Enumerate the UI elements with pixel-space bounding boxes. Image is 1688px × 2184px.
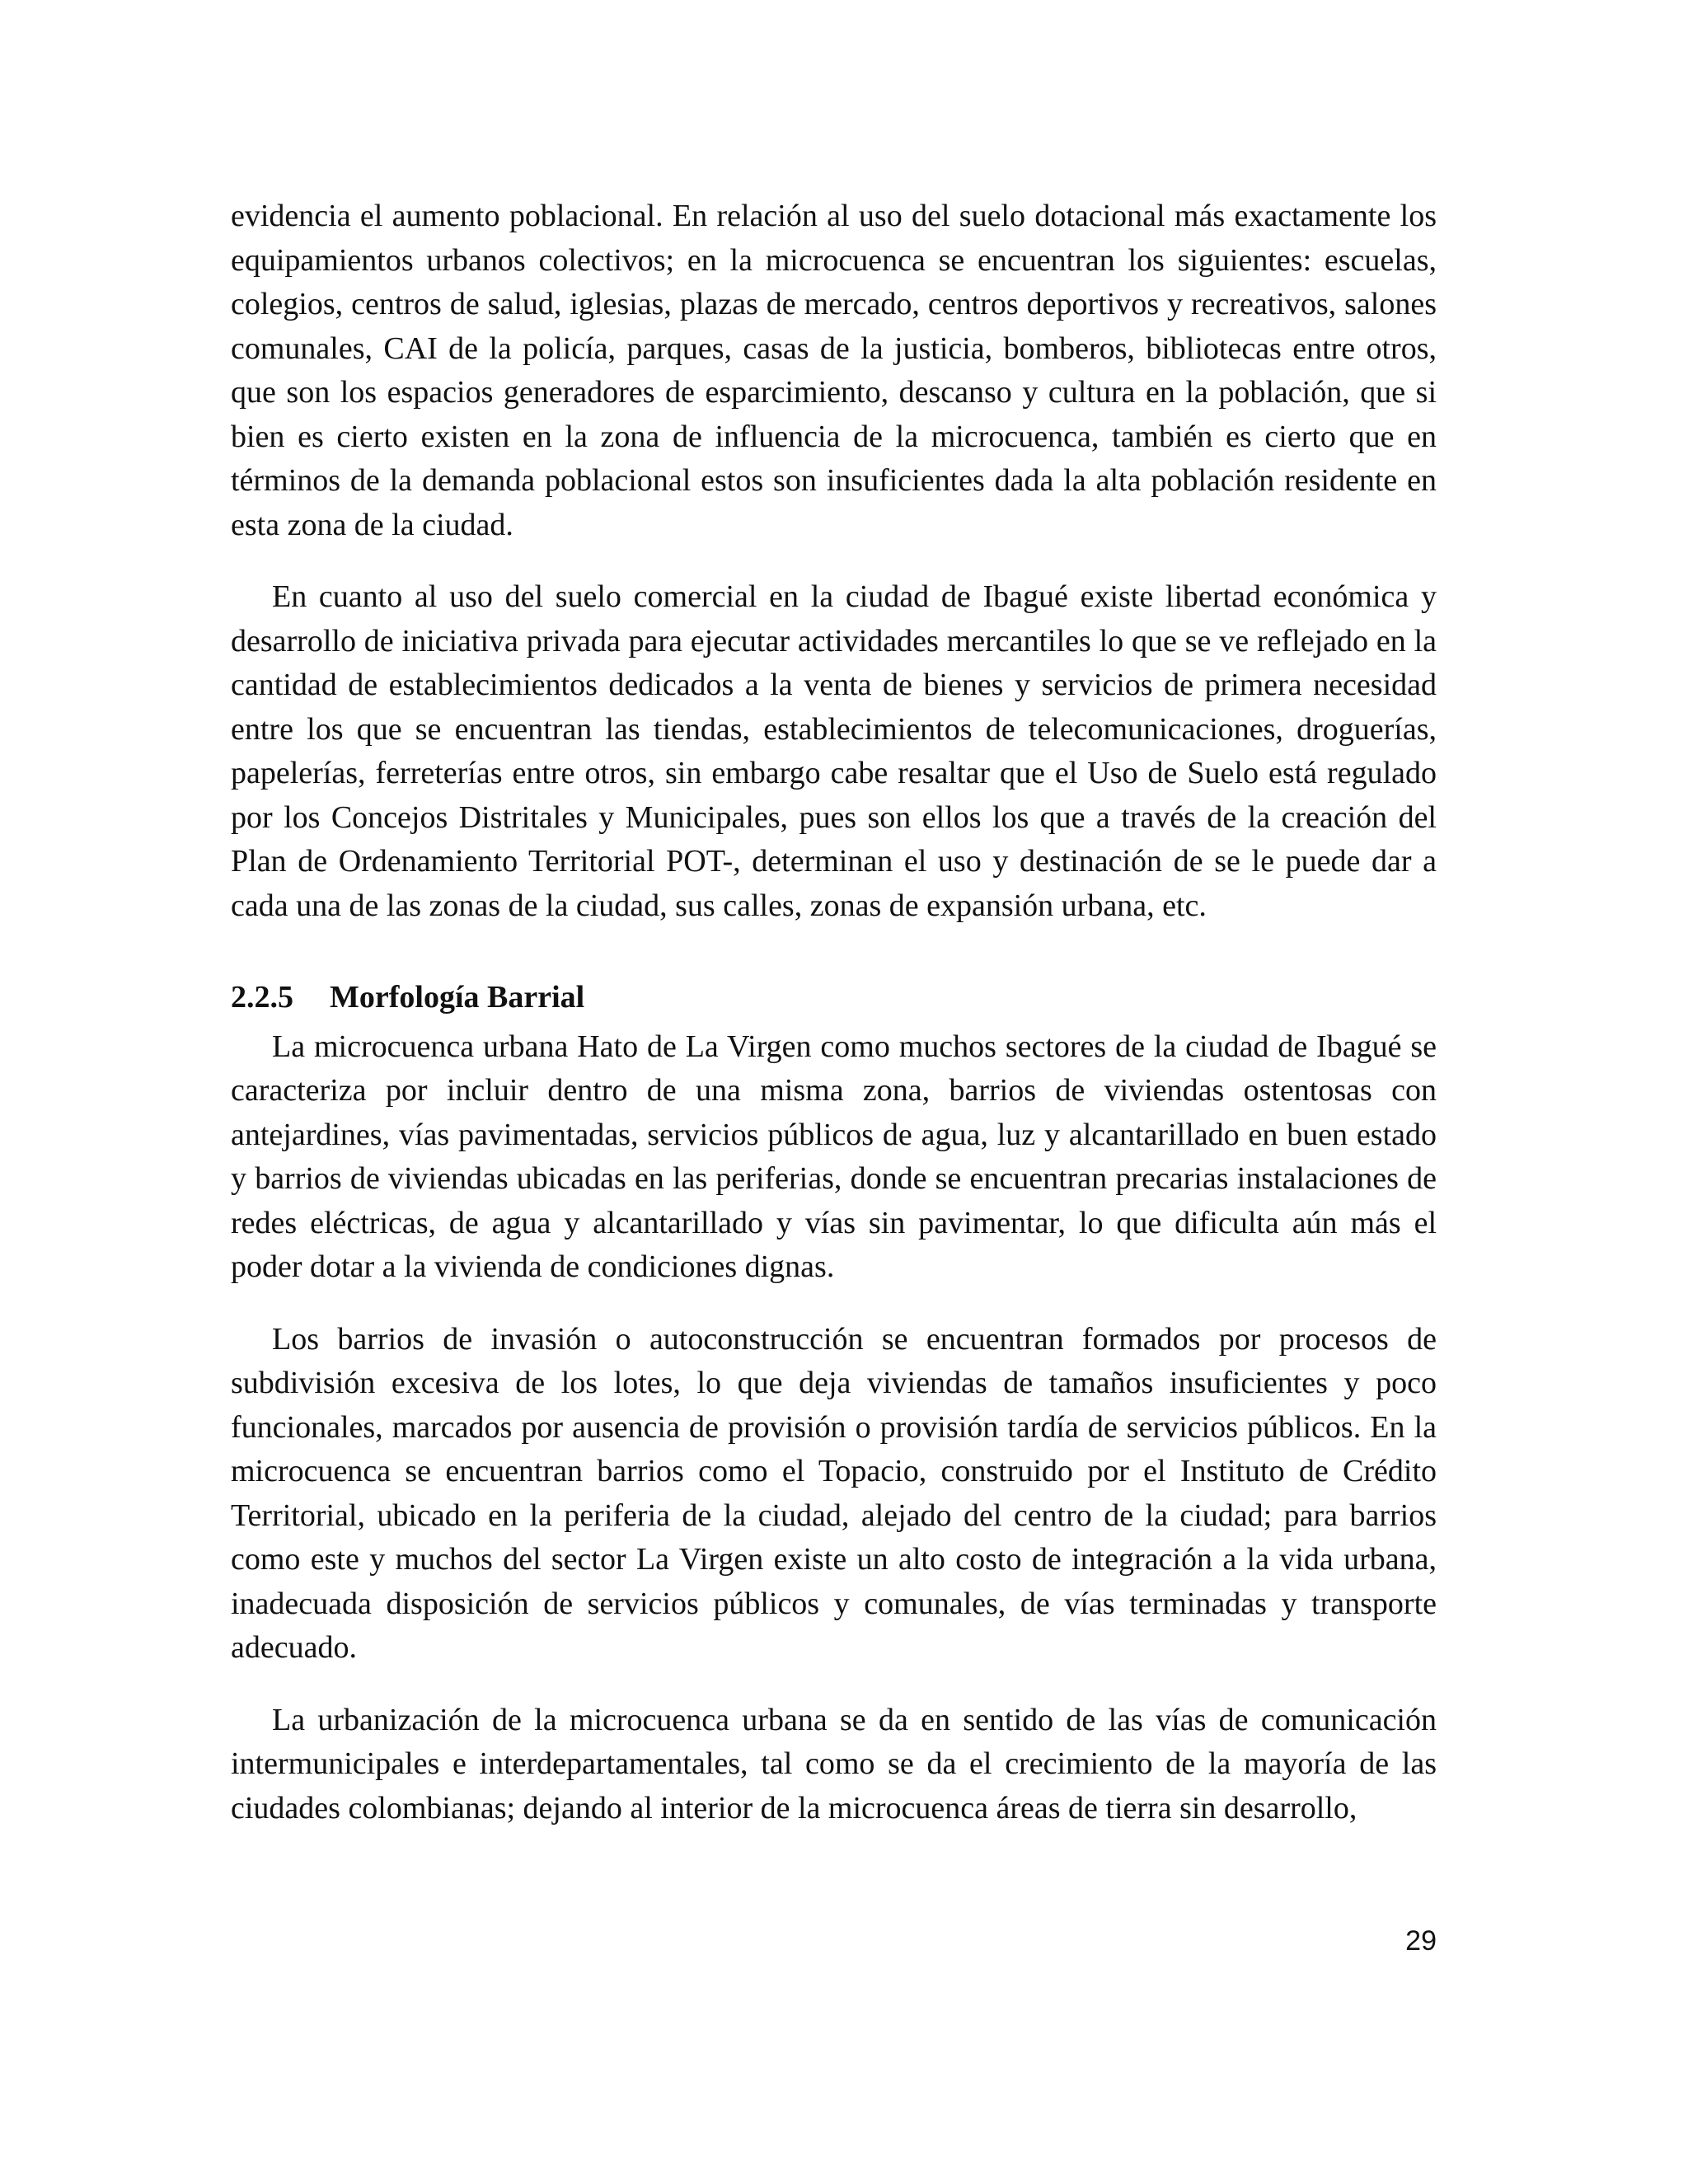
- section-heading: [231, 976, 1437, 1020]
- paragraph-urbanization: La urbanización de la microcuenca urbana se da en sentido de las vías de comunicación intermunicipales e interdepartamentales, tal como se da el crecimiento de la mayoría de las ciudades colombianas; dejando al interior de la microcuenca áreas de tierra sin desarrollo,: [231, 1702, 1437, 1825]
- paragraph-morphology-intro: La microcuenca urbana Hato de La Virgen como muchos sectores de la ciudad de Ibagué se caracteriza por incluir dentro de una misma zona, barrios de viviendas ostentosas con antejardines, vías pavimentadas, servicios públicos de agua, luz y alcantarillado en buen estado y barrios de viviendas ubicadas en las periferias, donde se encuentran precarias instalaciones de redes eléctricas, de agua y alcantarillado y vías sin pavimentar, lo que dificulta aún más el poder dotar a la vivienda de condiciones dignas.: [231, 1029, 1437, 1284]
- paragraph-commercial-land-use: En cuanto al uso del suelo comercial en la ciudad de Ibagué existe libertad económica y desarrollo de iniciativa privada para ejecutar actividades mercantiles lo que se ve reflejado en la cantidad de establecimientos dedicados a la venta de bienes y servicios de primera necesidad entre los que se encuentran las tiendas, establecimientos de telecomunicaciones, droguerías, papelerías, ferreterías entre otros, sin embargo cabe resaltar que el Uso de Suelo está regulado por los Concejos Distritales y Municipales, pues son ellos los que a través de la creación del Plan de Ordenamiento Territorial POT-, determinan el uso y destinación de se le puede dar a cada una de las zonas de la ciudad, sus calles, zonas de expansión urbana, etc.: [231, 579, 1437, 923]
- page-body: [231, 194, 1437, 1858]
- page-number: 29: [1405, 1925, 1437, 1957]
- section-title: Morfología Barrial: [330, 980, 585, 1015]
- paragraph-continuation: evidencia el aumento poblacional. En relación al uso del suelo dotacional más exactamente los equipamientos urbanos colectivos; en la microcuenca se encuentran los siguientes: escuelas, colegios, centros de salud, iglesias, plazas de mercado, centros deportivos y recreativos, salones comunales, CAI de la policía, parques, casas de la justicia, bomberos, bibliotecas entre otros, que son los espacios generadores de esparcimiento, descanso y cultura en la población, que si bien es cierto existen en la zona de influencia de la microcuenca, también es cierto que en términos de la demanda poblacional estos son insuficientes dada la alta población residente en esta zona de la ciudad.: [231, 199, 1437, 542]
- section-number: 2.2.5: [231, 980, 293, 1015]
- paragraph-invasion-neighborhoods: Los barrios de invasión o autoconstrucción se encuentran formados por procesos de subdivisión excesiva de los lotes, lo que deja viviendas de tamaños insuficientes y poco funcionales, marcados por ausencia de provisión o provisión tardía de servicios públicos. En la microcuenca se encuentran barrios como el Topacio, construido por el Instituto de Crédito Territorial, ubicado en la periferia de la ciudad, alejado del centro de la ciudad; para barrios como este y muchos del sector La Virgen existe un alto costo de integración a la vida urbana, inadecuada disposición de servicios públicos y comunales, de vías terminadas y transporte adecuado.: [231, 1321, 1437, 1665]
